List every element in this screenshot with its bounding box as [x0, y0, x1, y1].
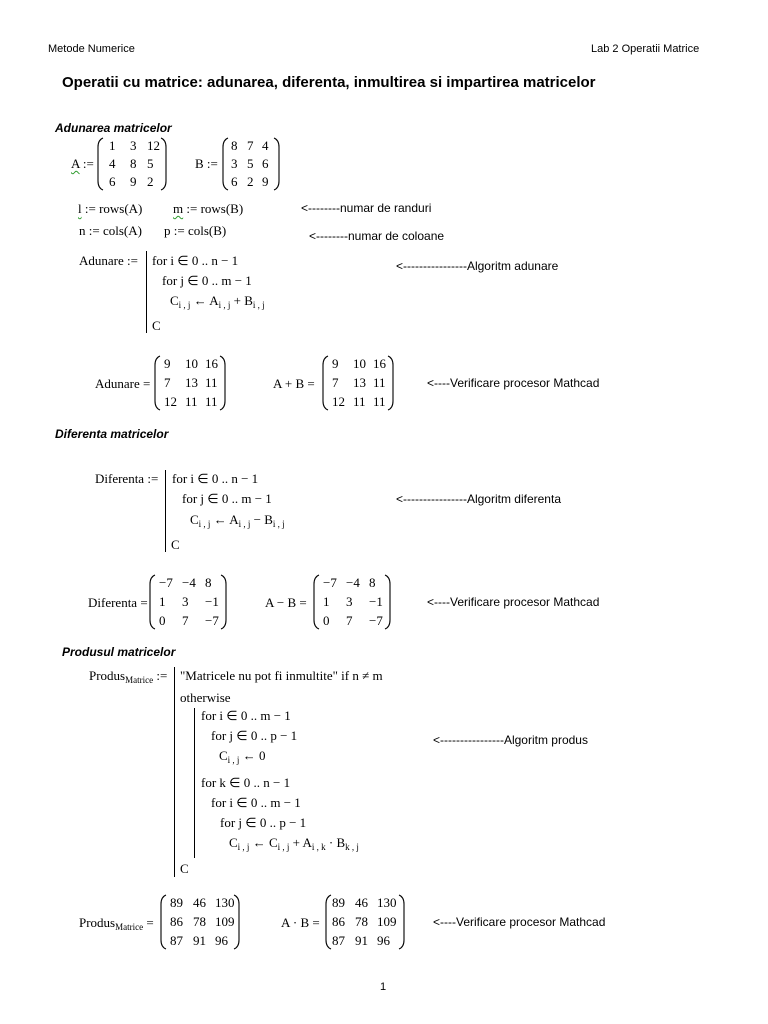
- matrix-cell: 5: [247, 156, 254, 171]
- prod-for-i1: for i ∈ 0 .. m − 1: [201, 708, 291, 723]
- matrix-cell: 7: [332, 375, 339, 390]
- left-bracket-icon: [313, 574, 320, 630]
- matrix-cell: 3: [231, 156, 238, 171]
- prod-program-bar-outer: [174, 667, 175, 877]
- prod-for-j2: for j ∈ 0 .. p − 1: [220, 815, 307, 830]
- left-bracket-icon: [97, 137, 104, 191]
- prod-init-line: [219, 748, 265, 765]
- c-sub: i , j: [237, 842, 250, 852]
- matrix-cell: 109: [377, 914, 397, 929]
- arrow-a: ← A: [190, 293, 219, 308]
- add-for-j: for j ∈ 0 .. m − 1: [162, 273, 252, 288]
- b-sub: i , j: [272, 519, 285, 529]
- matrix-cell: 16: [373, 356, 386, 372]
- matrix-prod: [160, 894, 240, 950]
- matrix-cell: 12: [332, 393, 345, 409]
- matrix-cell: 89: [170, 895, 183, 911]
- a-sub: i , j: [238, 519, 251, 529]
- a-sub: i , j: [218, 300, 231, 310]
- left-bracket-icon: [149, 574, 156, 630]
- prod-name: Produs: [89, 668, 126, 683]
- matrix-cell: 8: [205, 575, 212, 591]
- c-var: C: [170, 293, 179, 308]
- plus-a: + A: [289, 835, 312, 850]
- diff-assign-line: [190, 512, 285, 529]
- right-bracket-icon: [273, 137, 280, 191]
- section-heading-diff: Diferenta matricelor: [55, 427, 169, 441]
- b-sub: i , j: [252, 300, 265, 310]
- matrix-cell: 89: [332, 895, 345, 911]
- prod-res-name: Produs: [79, 915, 116, 930]
- def-rows-a: [78, 201, 142, 217]
- diff-program-name: Diferenta :=: [95, 471, 159, 486]
- right-bracket-icon: [220, 574, 227, 630]
- prod-result-label: [79, 915, 154, 932]
- matrix-cell: 5: [147, 156, 154, 171]
- diff-result-label: Diferenta =: [88, 595, 148, 610]
- matrix-b-label: B :=: [195, 156, 218, 171]
- note-alg-diff: <----------------Algoritm diferenta: [396, 492, 561, 506]
- matrix-cell: −1: [369, 594, 383, 609]
- prod-assign: :=: [153, 668, 168, 683]
- prod-for-j1: for j ∈ 0 .. p − 1: [211, 728, 298, 743]
- note-rows: <--------numar de randuri: [301, 201, 432, 215]
- note-verify-add: <----Verificare procesor Mathcad: [427, 376, 600, 390]
- def-rows-b: [173, 201, 243, 217]
- matrix-cell: 13: [353, 375, 366, 390]
- init-zero: ← 0: [239, 748, 266, 763]
- matrix-cell: 130: [377, 895, 397, 911]
- section-heading-prod: Produsul matricelor: [62, 645, 176, 659]
- matrix-cell: −7: [159, 575, 173, 591]
- matrix-cell: 1: [159, 594, 166, 609]
- diff-program-bar: [165, 470, 166, 552]
- matrix-cell: 7: [164, 375, 171, 390]
- note-alg-add: <----------------Algoritm adunare: [396, 259, 559, 273]
- matrix-cell: 3: [346, 594, 353, 609]
- left-bracket-icon: [222, 137, 229, 191]
- page-title: Operatii cu matrice: adunarea, diferenta, inmultirea si impartirea matricelor: [62, 74, 596, 91]
- c-var: C: [229, 835, 238, 850]
- prod-res-eq: =: [143, 915, 154, 930]
- matrix-cell: 12: [147, 138, 160, 153]
- matrix-cell: 6: [109, 174, 116, 189]
- matrix-cell: 87: [332, 932, 345, 948]
- matrix-cell: 2: [147, 174, 154, 189]
- matrix-cell: 8: [369, 575, 376, 591]
- matrix-cell: 86: [170, 914, 183, 929]
- prod-res-sub: Matrice: [115, 922, 144, 932]
- matrix-cell: 11: [205, 375, 218, 390]
- matrix-cell: 130: [215, 895, 235, 911]
- matrix-cell: 10: [185, 356, 198, 372]
- add-for-i: for i ∈ 0 .. n − 1: [152, 253, 239, 268]
- matrix-cell: 46: [193, 895, 206, 911]
- matrix-cell: −7: [205, 612, 219, 628]
- arrow-c: ← C: [249, 835, 278, 850]
- matrix-cell: 11: [353, 393, 366, 409]
- matrix-cell: 91: [355, 932, 368, 948]
- matrix-diff-check: [313, 574, 391, 630]
- matrix-cell: 9: [164, 356, 171, 372]
- note-cols: <--------numar de coloane: [309, 229, 445, 243]
- header-left: Metode Numerice: [48, 43, 135, 55]
- matrix-cell: −4: [346, 575, 360, 591]
- left-bracket-icon: [322, 355, 329, 411]
- def-cols-a: n := cols(A): [79, 223, 142, 238]
- matrix-a-label: [71, 156, 94, 172]
- b-sub: k , j: [345, 842, 359, 852]
- prod-program-bar-inner: [194, 708, 195, 858]
- add-return: C: [152, 318, 161, 333]
- matrix-cell: 46: [355, 895, 368, 911]
- matrix-cell: 4: [109, 156, 116, 171]
- matrix-cell: 6: [231, 174, 238, 189]
- matrix-cell: 11: [373, 375, 386, 390]
- page-number: 1: [380, 981, 387, 993]
- add-check-label: A + B =: [273, 376, 315, 391]
- left-bracket-icon: [160, 894, 167, 950]
- add-assign-line: [170, 293, 265, 310]
- matrix-cell: −1: [205, 594, 219, 609]
- matrix-cell: 16: [205, 356, 218, 372]
- matrix-cell: 109: [215, 914, 235, 929]
- prod-msg: "Matricele nu pot fi inmultite" if n ≠ m: [180, 668, 383, 683]
- prod-return: C: [180, 861, 189, 876]
- add-program-name: Adunare :=: [79, 253, 138, 268]
- prod-accum-line: [229, 835, 359, 852]
- matrix-cell: 11: [185, 393, 198, 409]
- c-var: C: [219, 748, 228, 763]
- left-bracket-icon: [154, 355, 161, 411]
- right-bracket-icon: [233, 894, 240, 950]
- matrix-cell: 78: [193, 914, 206, 929]
- matrix-cell: 86: [332, 914, 345, 929]
- matrix-cell: 7: [182, 612, 189, 628]
- add-result-label: Adunare =: [95, 376, 151, 391]
- matrix-cell: 91: [193, 932, 206, 948]
- diff-for-i: for i ∈ 0 .. n − 1: [172, 471, 259, 486]
- matrix-cell: 78: [355, 914, 368, 929]
- matrix-prod-check: [325, 894, 405, 950]
- left-bracket-icon: [325, 894, 332, 950]
- matrix-cell: 2: [247, 174, 254, 189]
- c-sub2: i , j: [277, 842, 290, 852]
- right-bracket-icon: [219, 355, 226, 411]
- matrix-cell: −7: [369, 612, 383, 628]
- prod-for-k: for k ∈ 0 .. n − 1: [201, 775, 291, 790]
- a-sub: i , k: [311, 842, 326, 852]
- matrix-cell: 7: [346, 612, 353, 628]
- matrix-cell: 4: [262, 138, 269, 153]
- arrow-a: ← A: [210, 512, 239, 527]
- matrix-cell: 7: [247, 138, 254, 153]
- dot-b: · B: [325, 835, 346, 850]
- matrix-a: [97, 137, 167, 191]
- c-sub: i , j: [227, 755, 240, 765]
- matrix-cell: 87: [170, 932, 183, 948]
- rows-a-expr: := rows(A): [84, 201, 143, 216]
- matrix-cell: 3: [130, 138, 137, 153]
- matrix-cell: 0: [159, 612, 166, 628]
- matrix-cell: −7: [323, 575, 337, 591]
- rows-b-expr: := rows(B): [186, 201, 244, 216]
- assign-op: :=: [82, 156, 94, 171]
- plus-b: + B: [230, 293, 253, 308]
- prod-for-i2: for i ∈ 0 .. m − 1: [211, 795, 301, 810]
- matrix-cell: 11: [373, 393, 386, 409]
- diff-check-label: A − B =: [265, 595, 307, 610]
- minus-b: − B: [250, 512, 273, 527]
- prod-otherwise: otherwise: [180, 690, 231, 705]
- matrix-cell: 9: [262, 174, 269, 189]
- matrix-cell: 0: [323, 612, 330, 628]
- note-verify-diff: <----Verificare procesor Mathcad: [427, 595, 600, 609]
- right-bracket-icon: [384, 574, 391, 630]
- matrix-cell: −4: [182, 575, 196, 591]
- c-sub: i , j: [198, 519, 211, 529]
- matrix-cell: 96: [377, 932, 390, 948]
- diff-return: C: [171, 537, 180, 552]
- matrix-cell: 11: [205, 393, 218, 409]
- prod-program-name: [89, 668, 167, 685]
- header-right: Lab 2 Operatii Matrice: [591, 43, 700, 55]
- right-bracket-icon: [398, 894, 405, 950]
- var-l: l: [78, 201, 82, 216]
- section-heading-add: Adunarea matricelor: [55, 121, 172, 135]
- matrix-cell: 8: [231, 138, 238, 153]
- add-program-bar: [146, 251, 147, 333]
- c-var: C: [190, 512, 199, 527]
- matrix-cell: 10: [353, 356, 366, 372]
- matrix-cell: 9: [332, 356, 339, 372]
- var-m: m: [173, 201, 184, 216]
- right-bracket-icon: [160, 137, 167, 191]
- matrix-cell: 9: [130, 174, 137, 189]
- matrix-cell: 96: [215, 932, 228, 948]
- matrix-cell: 13: [185, 375, 198, 390]
- var-a: A: [71, 156, 80, 171]
- c-sub: i , j: [178, 300, 191, 310]
- matrix-cell: 1: [109, 138, 116, 153]
- note-alg-prod: <----------------Algoritm produs: [433, 733, 588, 747]
- matrix-cell: 3: [182, 594, 189, 609]
- note-verify-prod: <----Verificare procesor Mathcad: [433, 915, 606, 929]
- diff-for-j: for j ∈ 0 .. m − 1: [182, 491, 272, 506]
- matrix-cell: 8: [130, 156, 137, 171]
- matrix-cell: 1: [323, 594, 330, 609]
- def-cols-b: p := cols(B): [164, 223, 227, 238]
- right-bracket-icon: [387, 355, 394, 411]
- matrix-cell: 12: [164, 393, 177, 409]
- prod-check-label: A · B =: [281, 915, 320, 930]
- matrix-cell: 6: [262, 156, 269, 171]
- matrix-sum: [154, 355, 226, 411]
- matrix-b: [222, 137, 280, 191]
- prod-name-sub: Matrice: [125, 675, 154, 685]
- matrix-sum-check: [322, 355, 394, 411]
- matrix-diff: [149, 574, 227, 630]
